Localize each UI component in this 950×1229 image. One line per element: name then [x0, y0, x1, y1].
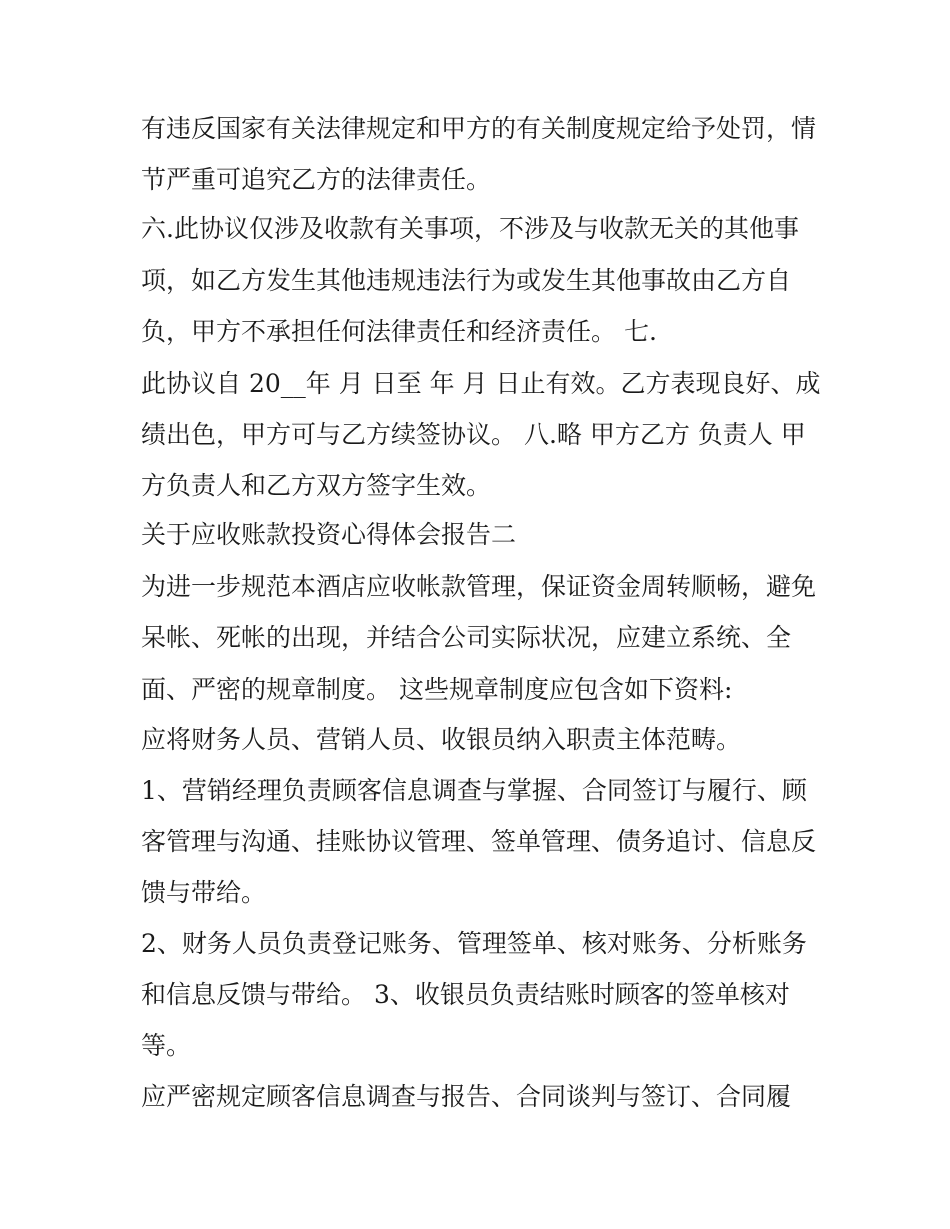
text-line-5: 负，甲方不承担任何法律责任和经济责任。 七.: [141, 317, 657, 346]
text-line-1: 有违反国家有关法律规定和甲方的有关制度规定给予处罚，情: [141, 114, 817, 143]
text-line-6: 此协议自 20__年 月 日至 年 月 日止有效。乙方表现良好、成: [141, 369, 821, 398]
section-heading: 关于应收账款投资心得体会报告二: [141, 520, 517, 549]
text-line-16: 馈与带给。: [141, 878, 267, 907]
text-line-18: 和信息反馈与带给。 3、收银员负责结账时顾客的签单核对: [141, 980, 790, 1009]
text-line-2: 节严重可追究乙方的法律责任。: [141, 165, 492, 194]
text-line-12: 面、严密的规章制度。 这些规章制度应包含如下资料:: [141, 675, 733, 704]
text-line-20: 应严密规定顾客信息调查与报告、合同谈判与签订、合同履: [141, 1082, 792, 1111]
text-line-3: 六.此协议仅涉及收款有关事项，不涉及与收款无关的其他事: [141, 214, 799, 243]
text-line-11: 呆帐、死帐的出现，并结合公司实际状况，应建立系统、全: [141, 623, 792, 652]
text-line-15: 客管理与沟通、挂账协议管理、签单管理、债务追讨、信息反: [141, 827, 817, 856]
text-line-14: 1、营销经理负责顾客信息调查与掌握、合同签订与履行、顾: [141, 776, 807, 805]
text-line-7: 绩出色，甲方可与乙方续签协议。 八.略 甲方乙方 负责人 甲: [141, 420, 806, 449]
text-line-10: 为进一步规范本酒店应收帐款管理，保证资金周转顺畅，避免: [141, 572, 817, 601]
text-line-19: 等。: [141, 1031, 192, 1060]
text-line-13: 应将财务人员、营销人员、收银员纳入职责主体范畴。: [141, 725, 742, 754]
text-line-8: 方负责人和乙方双方签字生效。: [141, 471, 492, 500]
text-line-17: 2、财务人员负责登记账务、管理签单、核对账务、分析账务: [141, 929, 807, 958]
text-line-4: 项，如乙方发生其他违规违法行为或发生其他事故由乙方自: [141, 266, 792, 295]
